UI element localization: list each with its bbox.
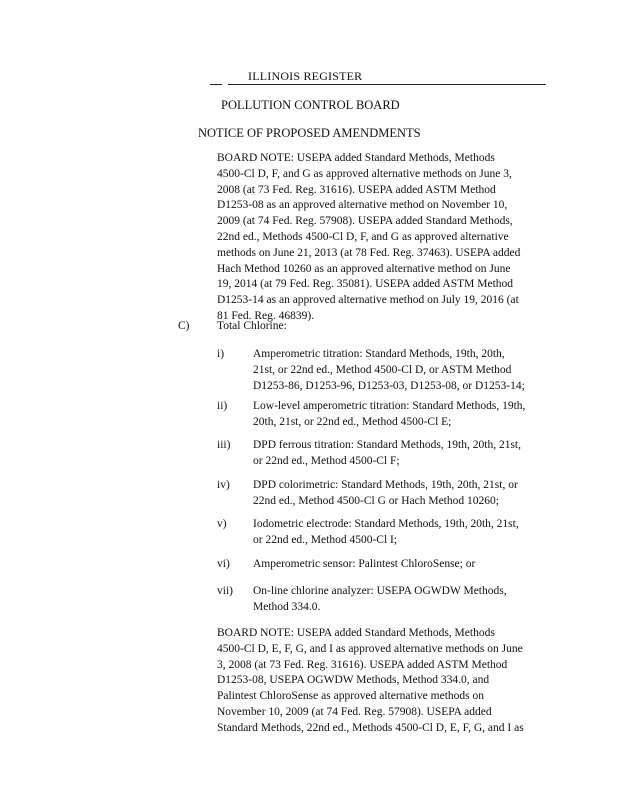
- list-item-text: Iodometric electrode: Standard Methods, 19th, 20th, 21st, or 22nd ed., Method 4500-Cl I;: [253, 518, 519, 546]
- header-rule: [228, 84, 546, 85]
- list-item-number: iii): [217, 439, 231, 451]
- list-item-text: DPD colorimetric: Standard Methods, 19th, 20th, 21st, or 22nd ed., Method 4500-Cl G or Hach Method 10260;: [253, 479, 518, 507]
- list-item-text: On-line chlorine analyzer: USEPA OGWDW Methods, Method 334.0.: [253, 585, 507, 613]
- board-title: POLLUTION CONTROL BOARD: [221, 98, 400, 112]
- section-c-letter: C): [178, 320, 190, 332]
- list-item-number: iv): [217, 479, 230, 491]
- list-item-text: Amperometric sensor: Palintest ChloroSense; or: [253, 558, 476, 570]
- list-item-number: i): [217, 348, 225, 360]
- list-item-number: v): [217, 518, 227, 530]
- section-c-heading: Total Chlorine:: [217, 320, 287, 332]
- list-item-number: vii): [217, 585, 233, 597]
- board-note-1: BOARD NOTE: USEPA added Standard Methods, Methods 4500-Cl D, F, and G as approved alternative methods on June 3, 2008 (at 73 Fed. Reg. 31616). USEPA added ASTM Method D1253-08 as an approved alternative method on November 10, 2009 (at 74 Fed. Reg. 57908). USEPA added Standard Methods, 22nd ed., Methods 4500-Cl D, F, and G as approved alternative methods on June 21, 2013 (at 78 Fed. Reg. 37463). USEPA added Hach Method 10260 as an approved alternative method on June 19, 2014 (at 79 Fed. Reg. 35081). USEPA added ASTM Method D1253-14 as an approved alternative method on July 19, 2016 (at 81 Fed. Reg. 46839).: [217, 152, 521, 322]
- register-title: ILLINOIS REGISTER: [248, 69, 363, 83]
- list-item-text: Low-level amperometric titration: Standard Methods, 19th, 20th, 21st, or 22nd ed., Method 4500-Cl E;: [253, 400, 526, 428]
- list-item-text: Amperometric titration: Standard Methods, 19th, 20th, 21st, or 22nd ed., Method 4500-Cl D, or ASTM Method D1253-86, D1253-96, D1253-03, D1253-08, or D1253-14;: [253, 348, 525, 392]
- notice-title: NOTICE OF PROPOSED AMENDMENTS: [198, 126, 421, 140]
- board-note-2: BOARD NOTE: USEPA added Standard Methods, Methods 4500-Cl D, E, F, G, and I as approved alternative methods on June 3, 2008 (at 73 Fed. Reg. 31616). USEPA added ASTM Method D1253-08, USEPA OGWDW Methods, Method 334.0, and Palintest ChloroSense as approved alternative methods on November 10, 2009 (at 74 Fed. Reg. 57908). USEPA added Standard Methods, 22nd ed., Methods 4500-Cl D, E, F, G, and I as: [217, 627, 524, 734]
- list-item-number: ii): [217, 400, 228, 412]
- list-item-text: DPD ferrous titration: Standard Methods, 19th, 20th, 21st, or 22nd ed., Method 4500-Cl F;: [253, 439, 521, 467]
- header-rule-left: [210, 84, 222, 85]
- list-item-number: vi): [217, 558, 230, 570]
